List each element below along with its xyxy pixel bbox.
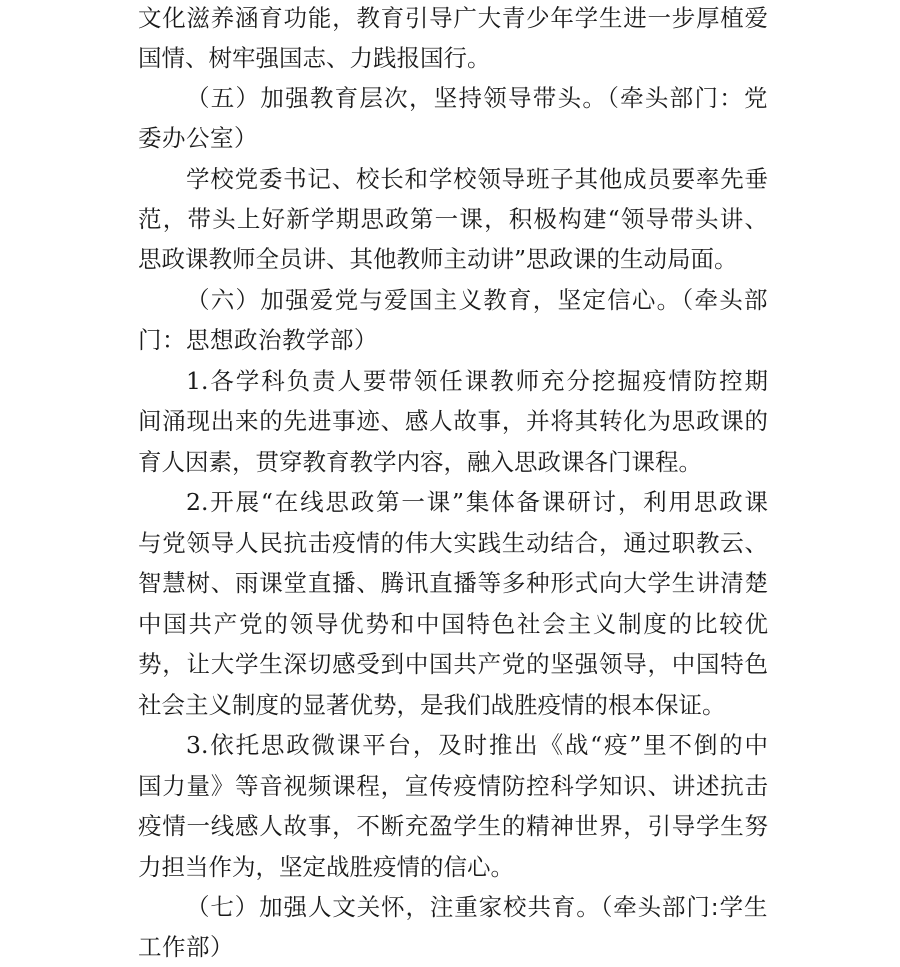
paragraph-line: 疫情一线感人故事，不断充盈学生的精神世界，引导学生努 xyxy=(138,812,768,840)
paragraph-line: 力担当作为，坚定战胜疫情的信心。 xyxy=(138,853,514,881)
section-heading-5-cont: 委办公室） xyxy=(138,124,258,152)
paragraph-line: 势，让大学生深切感受到中国共产党的坚强领导，中国特色 xyxy=(138,650,768,678)
paragraph-line: 学校党委书记、校长和学校领导班子其他成员要率先垂 xyxy=(186,165,768,193)
paragraph-line: 与党领导人民抗击疫情的伟大实践生动结合，通过职教云、 xyxy=(138,529,768,557)
section-heading-6: （六）加强爱党与爱国主义教育，坚定信心。（牵头部 xyxy=(186,286,768,314)
paragraph-line: 思政课教师全员讲、其他教师主动讲”思政课的生动局面。 xyxy=(138,245,738,273)
section-heading-6-cont: 门：思想政治教学部） xyxy=(138,326,378,354)
list-item-2: 2.开展“在线思政第一课”集体备课研讨，利用思政课 xyxy=(186,488,768,516)
paragraph-line: 育人因素，贯穿教育教学内容，融入思政课各门课程。 xyxy=(138,448,702,476)
list-item-1: 1.各学科负责人要带领任课教师充分挖掘疫情防控期 xyxy=(186,367,768,395)
paragraph-line: 间涌现出来的先进事迹、感人故事，并将其转化为思政课的 xyxy=(138,407,768,435)
paragraph-line: 国力量》等音视频课程，宣传疫情防控科学知识、讲述抗击 xyxy=(138,772,768,800)
paragraph-line: 中国共产党的领导优势和中国特色社会主义制度的比较优 xyxy=(138,610,768,638)
list-item-3: 3.依托思政微课平台，及时推出《战“疫”里不倒的中 xyxy=(186,731,768,759)
section-heading-7: （七）加强人文关怀，注重家校共育。（牵头部门:学生 xyxy=(186,893,768,921)
section-heading-7-cont: 工作部） xyxy=(138,933,234,961)
section-heading-5: （五）加强教育层次，坚持领导带头。（牵头部门：党 xyxy=(186,84,768,112)
paragraph-line: 智慧树、雨课堂直播、腾讯直播等多种形式向大学生讲清楚 xyxy=(138,569,768,597)
paragraph-line: 文化滋养涵育功能，教育引导广大青少年学生进一步厚植爱 xyxy=(138,4,768,32)
paragraph-line: 社会主义制度的显著优势，是我们战胜疫情的根本保证。 xyxy=(138,691,726,719)
paragraph-line: 范，带头上好新学期思政第一课，积极构建“领导带头讲、 xyxy=(138,205,768,233)
paragraph-line: 国情、树牢强国志、力践报国行。 xyxy=(138,44,491,72)
